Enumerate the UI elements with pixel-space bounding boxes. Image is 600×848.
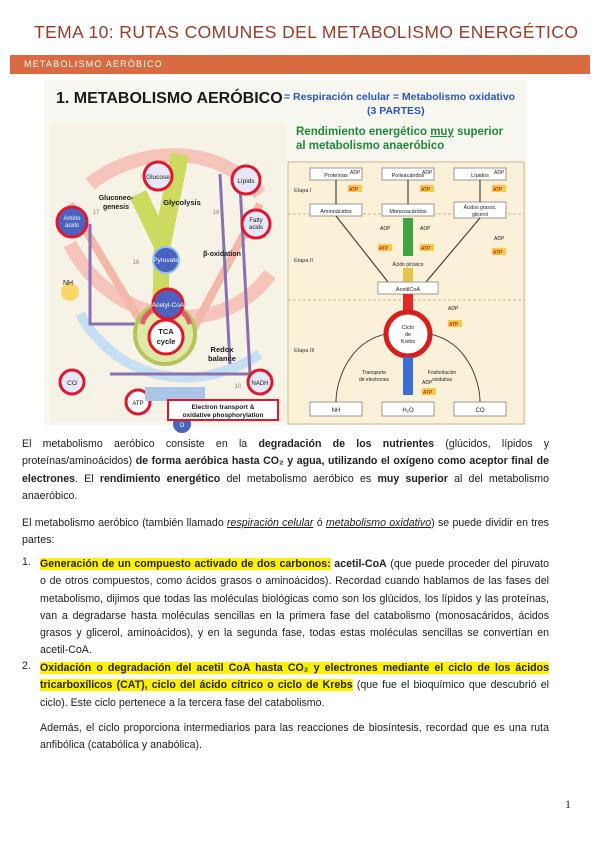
svg-text:genesis: genesis [102, 204, 130, 211]
svg-text:Lípids: Lípids [237, 178, 255, 185]
svg-text:H₂O: H₂O [402, 408, 414, 414]
svg-text:ADP: ADP [350, 170, 361, 176]
figure-heading: 1. METABOLISMO AERÓBICO [56, 90, 283, 107]
svg-text:oxidative phosphorylation: oxidative phosphorylation [182, 412, 264, 419]
parts-paragraph: El metabolismo aeróbico (también llamado respiración celular ó metabolismo oxidativo) se puede dividir en tres partes: [22, 517, 549, 547]
svg-text:Krebs: Krebs [400, 339, 416, 345]
page-number: 1 [565, 797, 571, 811]
svg-text:ADP: ADP [494, 236, 505, 242]
list-number: 2. [22, 660, 31, 672]
figure-subtitle-parts: (3 PARTES) [367, 105, 425, 117]
svg-text:Ácido pirúvico: Ácido pirúvico [392, 262, 424, 268]
svg-text:oxidativa: oxidativa [432, 377, 452, 383]
svg-text:ADP: ADP [448, 306, 459, 312]
svg-text:Monosacáridos: Monosacáridos [389, 209, 427, 215]
svg-text:Etapa II: Etapa II [294, 258, 313, 264]
svg-text:ADP: ADP [380, 226, 391, 232]
svg-text:Etapa III: Etapa III [294, 348, 315, 354]
intro-paragraph: El metabolismo aeróbico consiste en la degradación de los nutrientes (glúcidos, lípidos y proteínas/aminoácidos) de forma aeróbica hasta CO₂ y agua, utilizando el oxígeno como aceptor final de electrones. El rendimiento energético del metabolismo aeróbico es muy superior al del metabolismo anaeróbico. [22, 438, 550, 502]
svg-text:Fatty: Fatty [249, 218, 263, 224]
svg-text:Glycolysis: Glycolysis [163, 198, 201, 207]
svg-text:ATP: ATP [379, 246, 389, 252]
svg-text:ADP: ADP [494, 170, 505, 176]
svg-text:acids: acids [248, 225, 264, 231]
svg-text:Electron transport &: Electron transport & [191, 404, 255, 411]
svg-text:Ciclo: Ciclo [401, 325, 415, 331]
metabolism-figure [44, 80, 527, 429]
svg-text:acids: acids [64, 223, 80, 229]
glucose-label: Glucose [146, 174, 170, 181]
svg-text:glicerol: glicerol [472, 212, 488, 218]
svg-text:TCA: TCA [158, 327, 174, 336]
svg-text:Redox: Redox [210, 345, 234, 354]
svg-text:Lípidos: Lípidos [471, 173, 489, 179]
svg-text:Polisacáridos: Polisacáridos [391, 173, 425, 179]
svg-text:ATP: ATP [421, 246, 431, 252]
svg-text:CO: CO [475, 408, 485, 414]
svg-text:CO: CO [67, 380, 77, 387]
svg-text:balance: balance [208, 354, 236, 363]
svg-text:ATP: ATP [423, 390, 433, 396]
svg-text:ATP: ATP [349, 187, 359, 193]
svg-text:ATP: ATP [493, 250, 503, 256]
svg-text:ADP: ADP [422, 170, 433, 176]
svg-text:Aminoácidos: Aminoácidos [320, 209, 352, 215]
svg-text:AcetilCoA: AcetilCoA [395, 287, 421, 293]
svg-text:18: 18 [212, 210, 220, 216]
svg-text:ATP: ATP [493, 187, 503, 193]
svg-text:NH: NH [62, 280, 74, 287]
svg-text:ATP: ATP [421, 187, 431, 193]
svg-text:Etapa I: Etapa I [294, 188, 312, 194]
svg-text:Proteínas: Proteínas [324, 173, 348, 179]
svg-text:β-oxidation: β-oxidation [203, 251, 241, 258]
list-item: Oxidación o degradación del acetil CoA hasta CO₂ y electrones mediante el ciclo de los ácidos tricarboxílicos (CAT), ciclo del ácido cítrico o ciclo de Krebs (que fue el bioquímico que descubrió el ciclo). Este ciclo pertenece a la tercera fase del catabolismo. [40, 662, 549, 709]
svg-text:17: 17 [92, 210, 100, 216]
svg-text:ADP: ADP [422, 380, 433, 386]
amphibolic-paragraph: Además, el ciclo proporciona intermediarios para las reacciones de biosíntesis, recordad que es una ruta anfibólica (catabólica y anabólica). [40, 722, 549, 752]
svg-text:de electrones: de electrones [358, 377, 390, 383]
svg-text:O: O [179, 423, 185, 429]
svg-text:16: 16 [132, 260, 140, 266]
metabolic-map-diagram [50, 124, 286, 429]
figure-subtitle: = Respiración celular = Metabolismo oxidativo [284, 91, 516, 103]
page-title: TEMA 10: RUTAS COMUNES DEL METABOLISMO ENERGÉTICO [34, 22, 579, 42]
svg-text:Acetyl-CoA: Acetyl-CoA [151, 302, 185, 309]
svg-text:Gluconeo-: Gluconeo- [98, 195, 134, 202]
list-item: Generación de un compuesto activado de dos carbonos: acetil-CoA (que puede proceder del piruvato o de otros compuestos, como ácidos grasos o aminoácidos). Recordad cuando hablamos de las fases del metabolismo, dijimos que todas las moléculas biológicas como son los glúcidos, los lípidos y las proteínas, van a degradarse hasta moléculas sencillas en la primera fase del catabolismo (monosacáridos, ácidos grasos y glicerol, aminoácidos), y en la segunda fase, todas estas moléculas sencillas se convertían en acetil-CoA. [40, 558, 550, 657]
section-header: METABOLISMO AERÓBICO [10, 55, 590, 74]
figure-yield-note: Rendimiento energético muy superior al metabolismo anaeróbico [296, 126, 504, 152]
svg-text:Ácidos grasos,: Ácidos grasos, [463, 205, 497, 211]
svg-text:Fosforilación: Fosforilación [427, 370, 457, 376]
list-number: 1. [22, 556, 31, 568]
svg-text:NADH: NADH [251, 381, 269, 387]
svg-text:cycle: cycle [156, 337, 176, 346]
svg-text:de: de [404, 332, 412, 338]
svg-text:Transporte: Transporte [362, 370, 386, 376]
svg-text:ATP: ATP [449, 322, 459, 328]
svg-text:Pyruvate: Pyruvate [153, 257, 179, 264]
catabolism-stages-diagram [288, 162, 524, 424]
svg-text:10: 10 [234, 384, 242, 390]
svg-text:Amino: Amino [63, 216, 81, 222]
svg-text:NH: NH [331, 408, 341, 414]
svg-text:ADP: ADP [420, 226, 431, 232]
svg-text:ATP: ATP [132, 401, 144, 407]
